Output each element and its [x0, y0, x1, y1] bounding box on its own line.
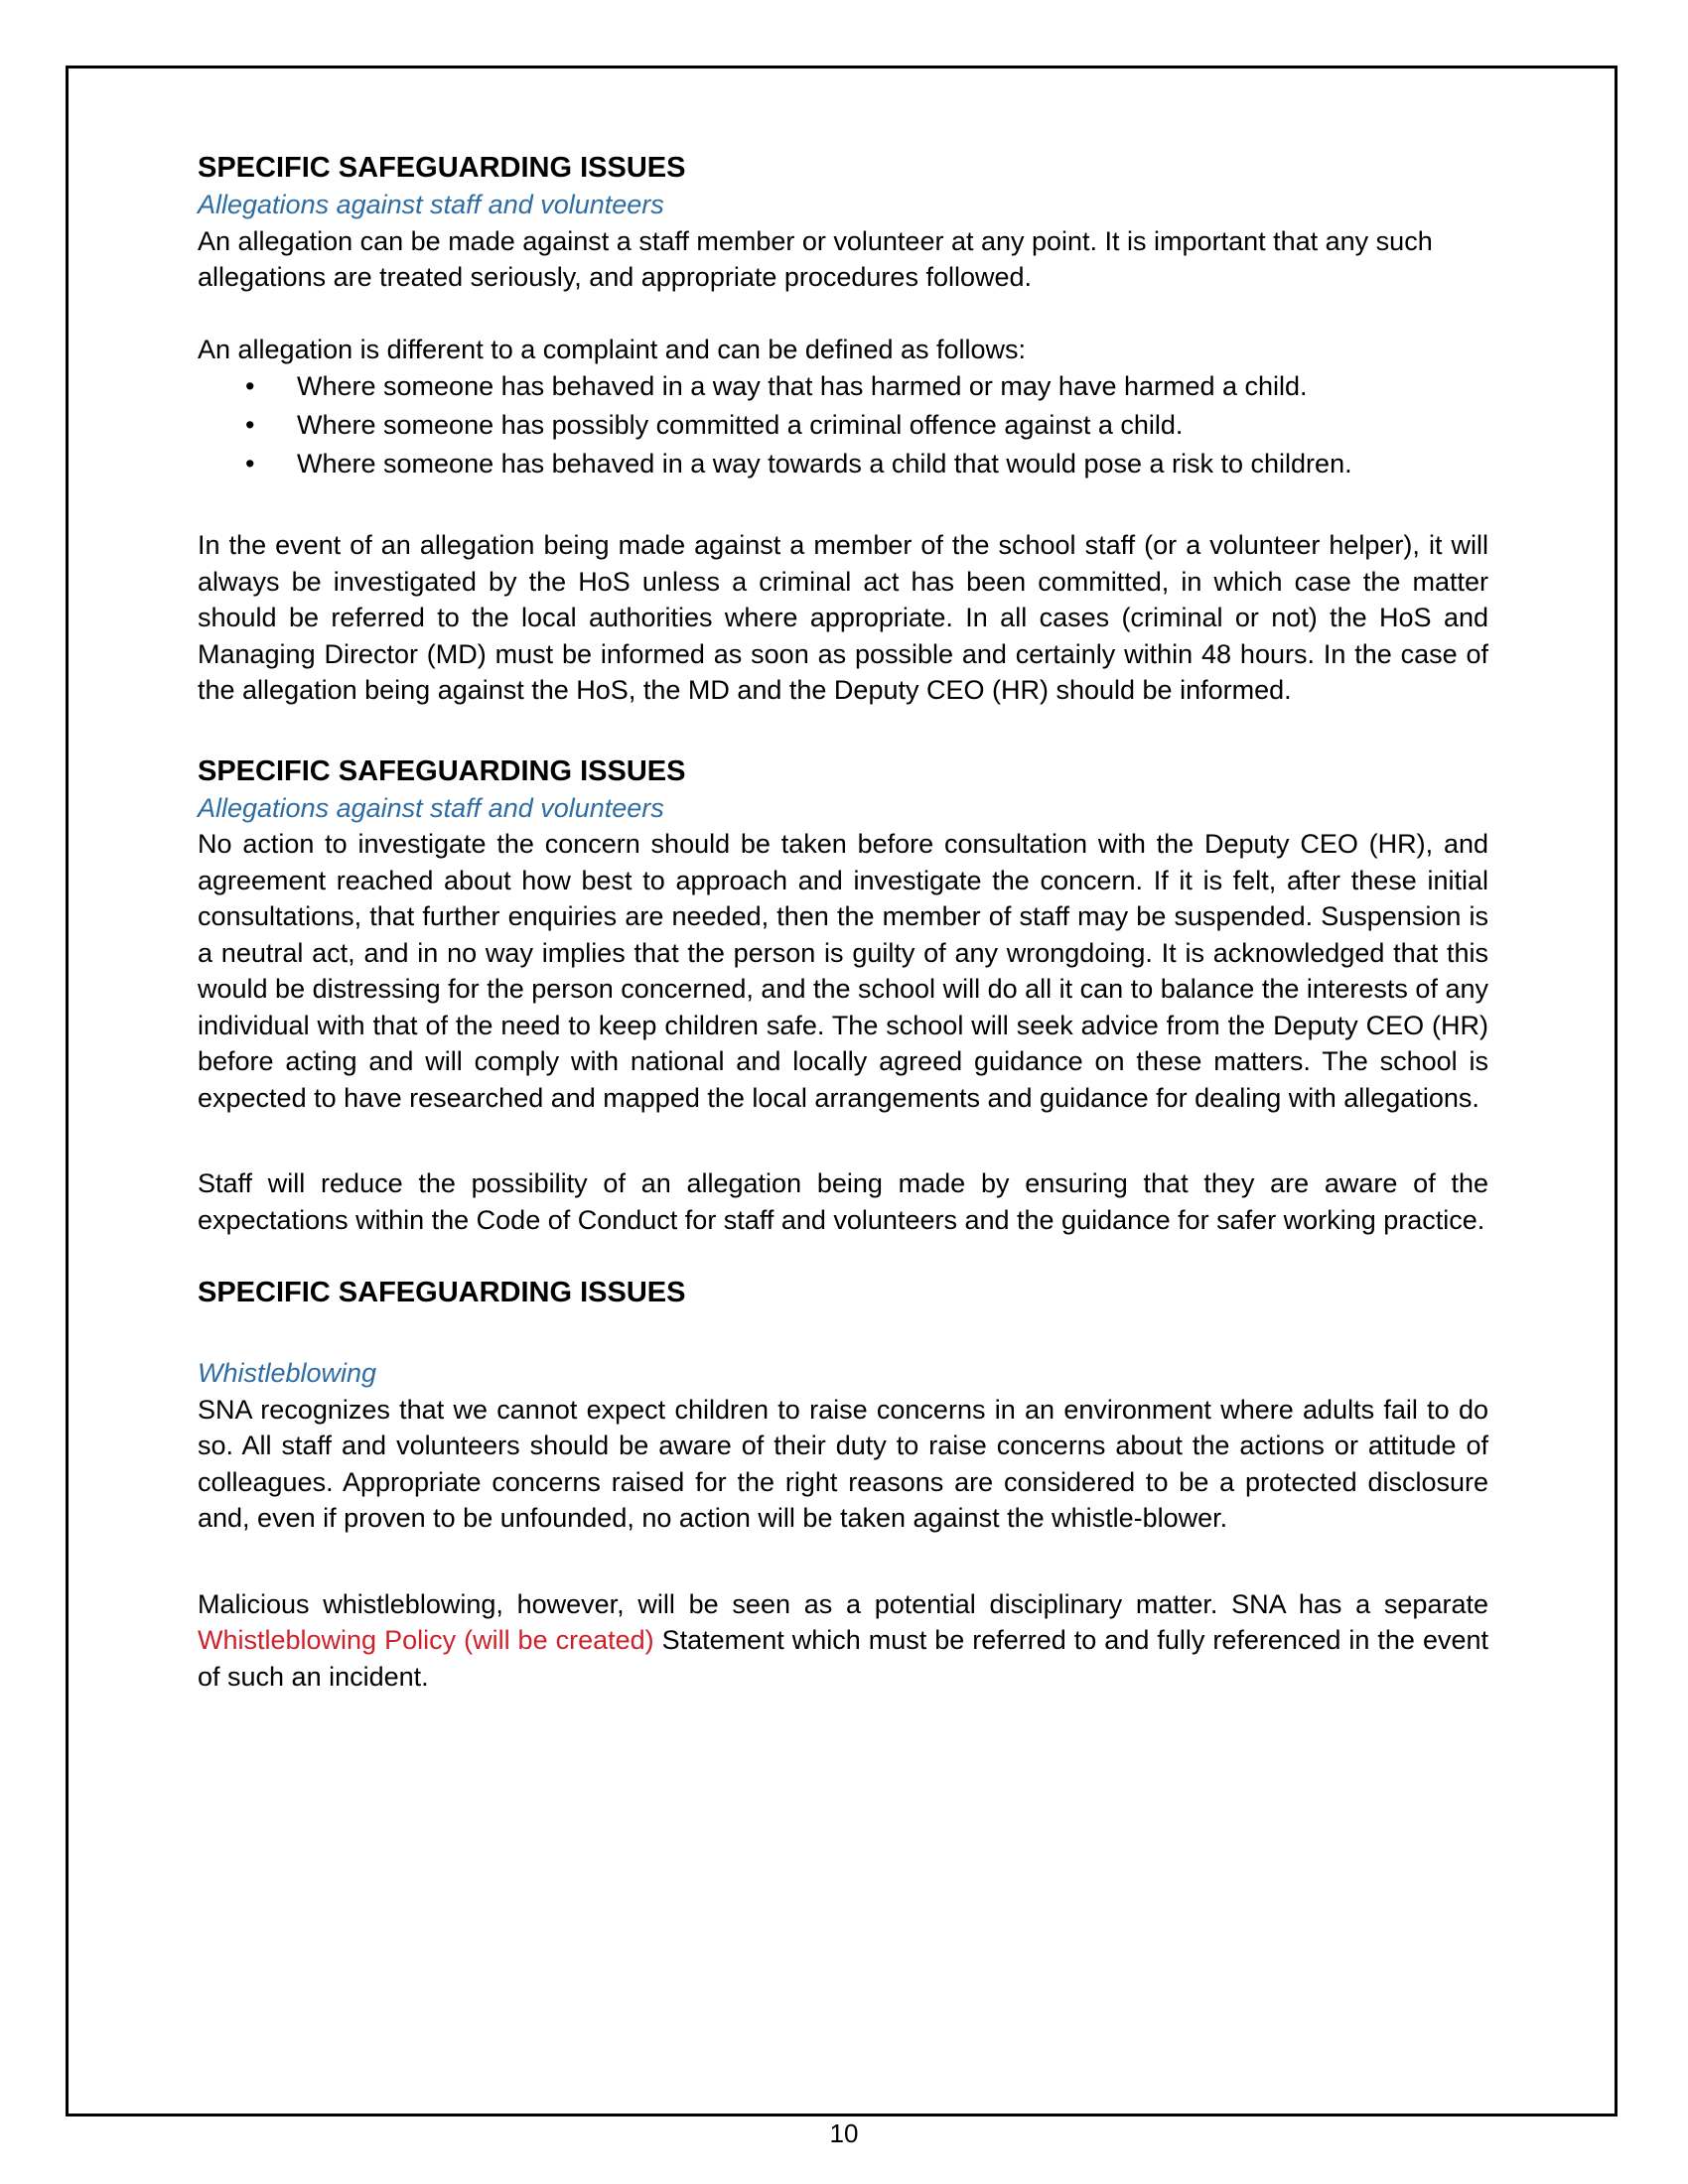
list-item-text: Where someone has behaved in a way that has harmed or may have harmed a child. [297, 371, 1308, 401]
list-item [198, 367, 1488, 406]
bullet-list [198, 367, 1488, 483]
section-heading: SPECIFIC SAFEGUARDING ISSUES [198, 754, 686, 787]
bullet-icon: • [245, 449, 255, 478]
bullet-icon: • [245, 410, 255, 440]
list-item [198, 406, 1488, 445]
paragraph-text: Statement which must be referred to and fully referenced in the event of such an incident. [198, 1625, 1488, 1692]
section-subheading: Allegations against staff and volunteers [198, 190, 664, 219]
section-heading: SPECIFIC SAFEGUARDING ISSUES [198, 152, 686, 184]
paragraph: SNA recognizes that we cannot expect children to raise concerns in an environment where adults fail to do so. All staff and volunteers should be aware of their duty to raise concerns about the actions or attitude of colleagues. Appropriate concerns raised for the right reasons are considered to be a protected disclosure and, even if proven to be unfounded, no action will be taken against the whistle-blower. [198, 1394, 1488, 1533]
paragraph: An allegation can be made against a staff member or volunteer at any point. It is important that any such allegations are treated seriously, and appropriate procedures followed. [198, 225, 1433, 292]
paragraph: Staff will reduce the possibility of an allegation being made by ensuring that they are aware of the expectations within the Code of Conduct for staff and volunteers and the guidance for safer working practice. [198, 1168, 1488, 1235]
section-allegations-procedure [198, 752, 1488, 1239]
page-number: 10 [829, 2118, 859, 2148]
document-body [198, 149, 1488, 1695]
section-subheading: Allegations against staff and volunteers [198, 792, 664, 823]
list-item-text: Where someone has possibly committed a criminal offence against a child. [297, 410, 1184, 440]
whistleblowing-policy-reference: Whistleblowing Policy (will be created) [198, 1625, 654, 1655]
list-item [198, 445, 1488, 483]
paragraph: No action to investigate the concern should be taken before consultation with the Deputy CEO (HR), and agreement reached about how best to approach and investigate the concern. If it is felt, after these initial consultations, that further enquiries are needed, then the member of staff may be suspended. Suspension is a neutral act, and in no way implies that the person is guilty of any wrongdoing. It is acknowledged that this would be distressing for the person concerned, and the school will do all it can to balance the interests of any individual with that of the need to keep children safe. The school will seek advice from the Deputy CEO (HR) before acting and will comply with national and locally agreed guidance on these matters. The school is expected to have researched and mapped the local arrangements and guidance for dealing with allegations. [198, 829, 1488, 1113]
list-item-text: Where someone has behaved in a way towards a child that would pose a risk to children. [297, 449, 1352, 478]
paragraph-text: Malicious whistleblowing, however, will be seen as a potential disciplinary matter. SNA has a separate [198, 1588, 1488, 1619]
section-heading: SPECIFIC SAFEGUARDING ISSUES [198, 1277, 686, 1308]
paragraph: An allegation is different to a complaint and can be defined as follows: [198, 334, 1027, 364]
section-allegations-overview [198, 149, 1488, 709]
section-whistleblowing [198, 1274, 1488, 1695]
section-subheading: Whistleblowing [198, 1358, 377, 1388]
bullet-icon: • [245, 371, 255, 401]
paragraph [198, 1586, 1488, 1696]
paragraph: In the event of an allegation being made against a member of the school staff (or a volunteer helper), it will always be investigated by the HoS unless a criminal act has been committed, in which case the matter should be referred to the local authorities where appropriate. In all cases (criminal or not) the HoS and Managing Director (MD) must be informed as soon as possible and certainly within 48 hours. In the case of the allegation being against the HoS, the MD and the Deputy CEO (HR) should be informed. [198, 530, 1488, 705]
